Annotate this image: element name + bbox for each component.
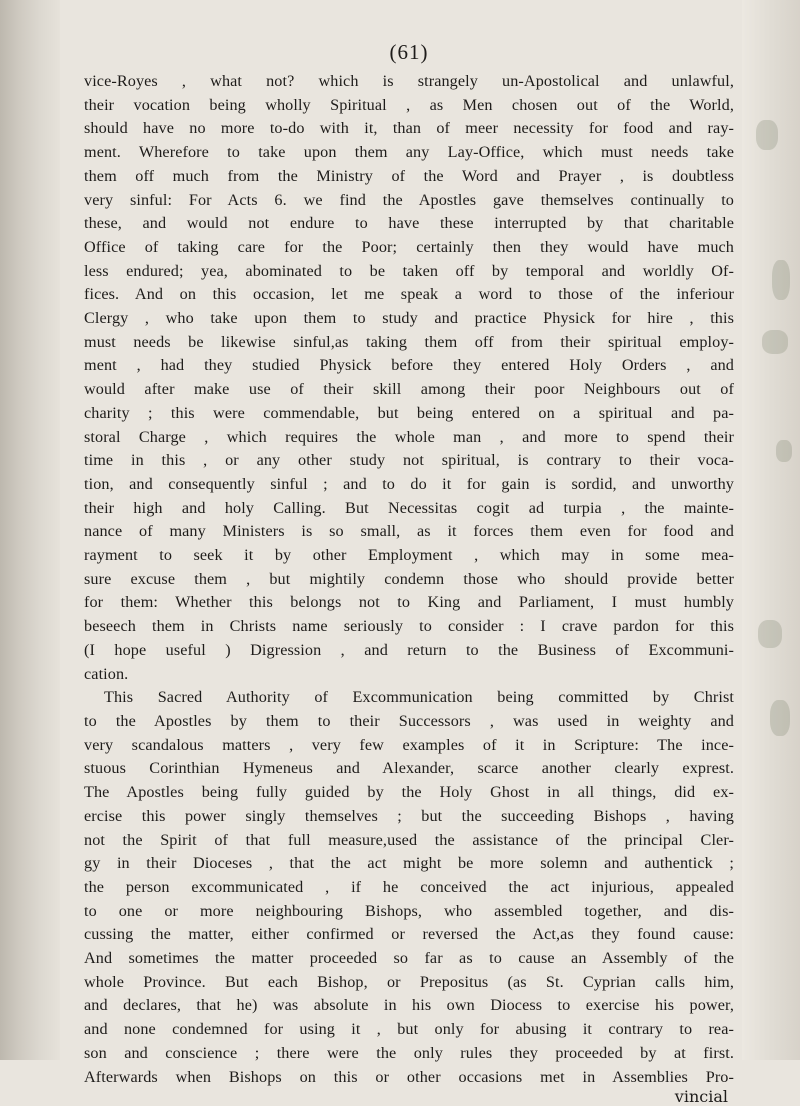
text-line: to the Apostles by them to their Successors , was used in weighty and (84, 711, 734, 730)
text-line: time in this , or any other study not spiritual, is contrary to their voca- (84, 451, 734, 470)
page-number: (61) (389, 40, 429, 64)
text-line: must needs be likewise sinful,as taking them off from their spiritual employ- (84, 332, 734, 351)
body-text (84, 70, 734, 1089)
text-line: tion, and consequently sinful ; and to do it for gain is sordid, and unworthy (84, 474, 734, 493)
left-page-edge (4, 250, 18, 810)
text-line: (I hope useful ) Digression , and return to the Business of Excommuni- (84, 640, 734, 659)
ink-blot (758, 620, 782, 648)
text-line: these, and would not endure to have these interrupted by that charitable (84, 214, 734, 233)
text-line: rayment to seek it by other Employment , which may in some mea- (84, 546, 734, 565)
text-line: charity ; this were commendable, but being entered on a spiritual and pa- (84, 403, 734, 422)
text-line: them off much from the Ministry of the Word and Prayer , is doubtless (84, 166, 734, 185)
right-page-edge (742, 0, 800, 1060)
text-line: and none condemned for using it , but only for abusing it contrary to rea- (84, 1020, 734, 1039)
text-line: not the Spirit of that full measure,used the assistance of the principal Cler- (84, 830, 734, 849)
text-line: cussing the matter, either confirmed or reversed the Act,as they found cause: (84, 925, 734, 944)
text-line: ment. Wherefore to take upon them any Lay-Office, which must needs take (84, 143, 734, 162)
text-line: should have no more to-do with it, than of meer necessity for food and ray- (84, 119, 734, 138)
text-line: would after make use of their skill among their poor Neighbours out of (84, 380, 734, 399)
text-line: beseech them in Christs name seriously to consider : I crave pardon for this (84, 617, 734, 636)
text-line: very scandalous matters , very few examples of it in Scripture: The ince- (84, 735, 734, 754)
text-line: son and conscience ; there were the only rules they proceeded by at first. (84, 1043, 734, 1062)
text-line: sure excuse them , but mightily condemn those who should provide better (84, 569, 734, 588)
ink-blot (776, 440, 792, 462)
ink-blot (772, 260, 790, 300)
text-line: cation. (84, 664, 129, 683)
catchword: vincial (674, 1087, 728, 1106)
text-line: and declares, that he) was absolute in his own Diocess to exercise his power, (84, 996, 734, 1015)
text-line: their vocation being wholly Spiritual , as Men chosen out of the World, (84, 95, 734, 114)
text-line: less endured; yea, abominated to be taken off by temporal and worldly Of- (84, 261, 734, 280)
ink-blot (762, 330, 788, 354)
text-line: vice-Royes , what not? which is strangely un-Apostolical and unlawful, (84, 72, 734, 90)
text-line: ercise this power singly themselves ; but the succeeding Bishops , having (84, 806, 734, 825)
text-line: The Apostles being fully guided by the Holy Ghost in all things, did ex- (84, 783, 734, 802)
text-line: This Sacred Authority of Excommunication being committed by Christ (104, 688, 734, 707)
text-line: for them: Whether this belongs not to King and Parliament, I must humbly (84, 593, 734, 612)
text-line: Office of taking care for the Poor; certainly then they would have much (84, 237, 734, 256)
text-line: Clergy , who take upon them to study and practice Physick for hire , this (84, 309, 734, 328)
ink-blot (756, 120, 778, 150)
text-line: their high and holy Calling. But Necessitas cogit ad turpia , the mainte- (84, 498, 734, 517)
book-page (84, 40, 734, 1106)
text-line: stuous Corinthian Hymeneus and Alexander, scarce another clearly exprest. (84, 759, 734, 778)
ink-blot (770, 700, 790, 736)
text-line: Afterwards when Bishops on this or other occasions met in Assemblies Pro- (84, 1067, 734, 1086)
text-line: to one or more neighbouring Bishops, who assembled together, and dis- (84, 901, 734, 920)
text-line: gy in their Dioceses , that the act might be more solemn and authentick ; (84, 854, 734, 873)
text-line: the person excommunicated , if he conceived the act injurious, appealed (84, 877, 734, 896)
text-line: And sometimes the matter proceeded so far as to cause an Assembly of the (84, 949, 734, 968)
text-line: very sinful: For Acts 6. we find the Apostles gave themselves continually to (84, 190, 734, 209)
text-line: ment , had they studied Physick before they entered Holy Orders , and (84, 356, 734, 375)
text-line: storal Charge , which requires the whole man , and more to spend their (84, 427, 734, 446)
text-line: nance of many Ministers is so small, as it forces them even for food and (84, 522, 734, 541)
text-line: whole Province. But each Bishop, or Prepositus (as St. Cyprian calls him, (84, 972, 734, 991)
text-line: fices. And on this occasion, let me speak a word to those of the inferiour (84, 285, 734, 304)
